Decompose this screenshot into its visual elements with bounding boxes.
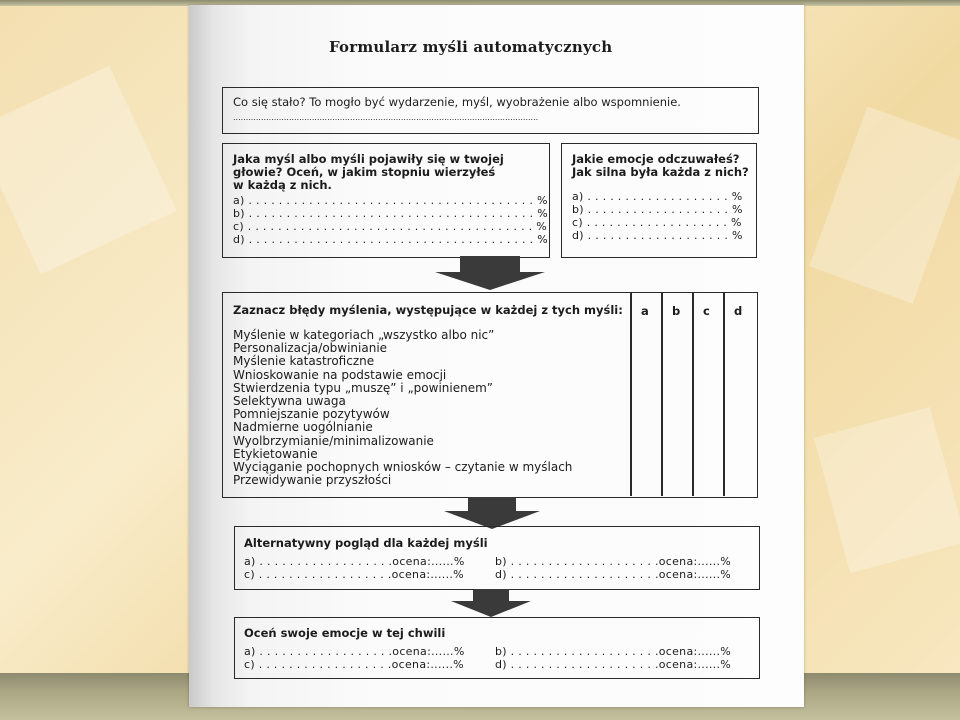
emotions-prompt-line: Jak silna była każda z nich? bbox=[572, 165, 749, 179]
alternative-line-b: b) . . . . . . . . . . . . . . . . . . . .ocena:......% bbox=[495, 555, 732, 568]
error-item: Wyolbrzymianie/minimalizowanie bbox=[233, 433, 434, 448]
scanned-form-page bbox=[189, 5, 804, 707]
alternative-line-c: c) . . . . . . . . . . . . . . . . . .ocena:......% bbox=[244, 568, 464, 581]
column-header-c: c bbox=[703, 304, 710, 318]
emotion-line-a: a) . . . . . . . . . . . . . . . . . . . % bbox=[572, 190, 743, 203]
emotion-line-c: c) . . . . . . . . . . . . . . . . . . . % bbox=[572, 216, 742, 229]
thought-line-a: a) . . . . . . . . . . . . . . . . . . . . . . . . . . . . . . . . . . . . . . % bbox=[233, 194, 548, 207]
error-item: Pomniejszanie pozytywów bbox=[233, 407, 390, 422]
column-header-b: b bbox=[672, 304, 681, 318]
thinking-errors-box bbox=[222, 292, 758, 498]
thoughts-prompt-line: głowie? Oceń, w jakim stopniu wierzyłeś bbox=[233, 165, 496, 179]
alternative-line-a: a) . . . . . . . . . . . . . . . . . .ocena:......% bbox=[244, 555, 465, 568]
emotion-line-d: d) . . . . . . . . . . . . . . . . . . . % bbox=[572, 229, 743, 242]
background-leaf-right bbox=[809, 106, 960, 303]
reassess-line-d: d) . . . . . . . . . . . . . . . . . . . .ocena:......% bbox=[495, 658, 732, 671]
error-item: Wnioskowanie na podstawie emocji bbox=[233, 367, 447, 382]
thinking-errors-header: Zaznacz błędy myślenia, występujące w każdej z tych myśli: bbox=[233, 303, 623, 317]
situation-dots: ........................................................................................................................ bbox=[233, 113, 539, 122]
thoughts-prompt-line: Jaka myśl albo myśli pojawiły się w twojej bbox=[233, 152, 504, 166]
thought-line-b: b) . . . . . . . . . . . . . . . . . . . . . . . . . . . . . . . . . . . . . . % bbox=[233, 207, 548, 220]
column-divider bbox=[661, 293, 663, 496]
down-arrow-icon bbox=[435, 256, 545, 290]
alternative-view-box bbox=[234, 526, 760, 590]
background-leaf-lower-right bbox=[814, 407, 960, 573]
column-header-d: d bbox=[734, 304, 743, 318]
emotions-box bbox=[561, 143, 757, 258]
form-title: Formularz myśli automatycznych bbox=[329, 38, 613, 56]
thoughts-prompt-line: w każdą z nich. bbox=[233, 178, 332, 192]
error-item: Wyciąganie pochopnych wniosków – czytanie w myślach bbox=[233, 460, 573, 475]
thoughts-box bbox=[222, 143, 550, 258]
alternative-view-header: Alternatywny pogląd dla każdej myśli bbox=[244, 536, 488, 550]
reassess-emotions-header: Oceń swoje emocje w tej chwili bbox=[244, 626, 446, 640]
thought-line-d: d) . . . . . . . . . . . . . . . . . . . . . . . . . . . . . . . . . . . . . . % bbox=[233, 233, 548, 246]
error-item: Przewidywanie przyszłości bbox=[233, 473, 392, 488]
error-item: Myślenie w kategoriach „wszystko albo nic” bbox=[233, 328, 495, 342]
error-item: Personalizacja/obwinianie bbox=[233, 341, 388, 356]
situation-prompt: Co się stało? To mogło być wydarzenie, myśl, wyobrażenie albo wspomnienie. bbox=[233, 95, 681, 109]
reassess-line-b: b) . . . . . . . . . . . . . . . . . . . .ocena:......% bbox=[495, 645, 732, 658]
down-arrow-icon bbox=[451, 589, 531, 617]
error-item: Myślenie katastroficzne bbox=[233, 354, 375, 369]
column-divider bbox=[723, 293, 725, 496]
error-item: Selektywna uwaga bbox=[233, 394, 346, 409]
down-arrow-icon bbox=[444, 497, 540, 529]
error-item: Stwierdzenia typu „muszę” i „powinienem” bbox=[233, 380, 493, 395]
error-item: Etykietowanie bbox=[233, 446, 318, 461]
emotion-line-b: b) . . . . . . . . . . . . . . . . . . . % bbox=[572, 203, 743, 216]
column-divider bbox=[692, 293, 694, 496]
thought-line-c: c) . . . . . . . . . . . . . . . . . . . . . . . . . . . . . . . . . . . . . . % bbox=[233, 220, 548, 233]
thinking-errors-list bbox=[233, 329, 572, 487]
error-item: Nadmierne uogólnianie bbox=[233, 420, 373, 435]
emotions-prompt-line: Jakie emocje odczuwałeś? bbox=[572, 152, 740, 166]
situation-box bbox=[222, 87, 759, 134]
reassess-emotions-box bbox=[234, 617, 760, 679]
reassess-line-a: a) . . . . . . . . . . . . . . . . . .ocena:......% bbox=[244, 645, 465, 658]
alternative-line-d: d) . . . . . . . . . . . . . . . . . . . .ocena:......% bbox=[495, 568, 732, 581]
reassess-line-c: c) . . . . . . . . . . . . . . . . . .ocena:......% bbox=[244, 658, 464, 671]
background-leaf-left bbox=[0, 66, 177, 274]
column-header-a: a bbox=[641, 304, 649, 318]
column-divider bbox=[630, 293, 632, 496]
